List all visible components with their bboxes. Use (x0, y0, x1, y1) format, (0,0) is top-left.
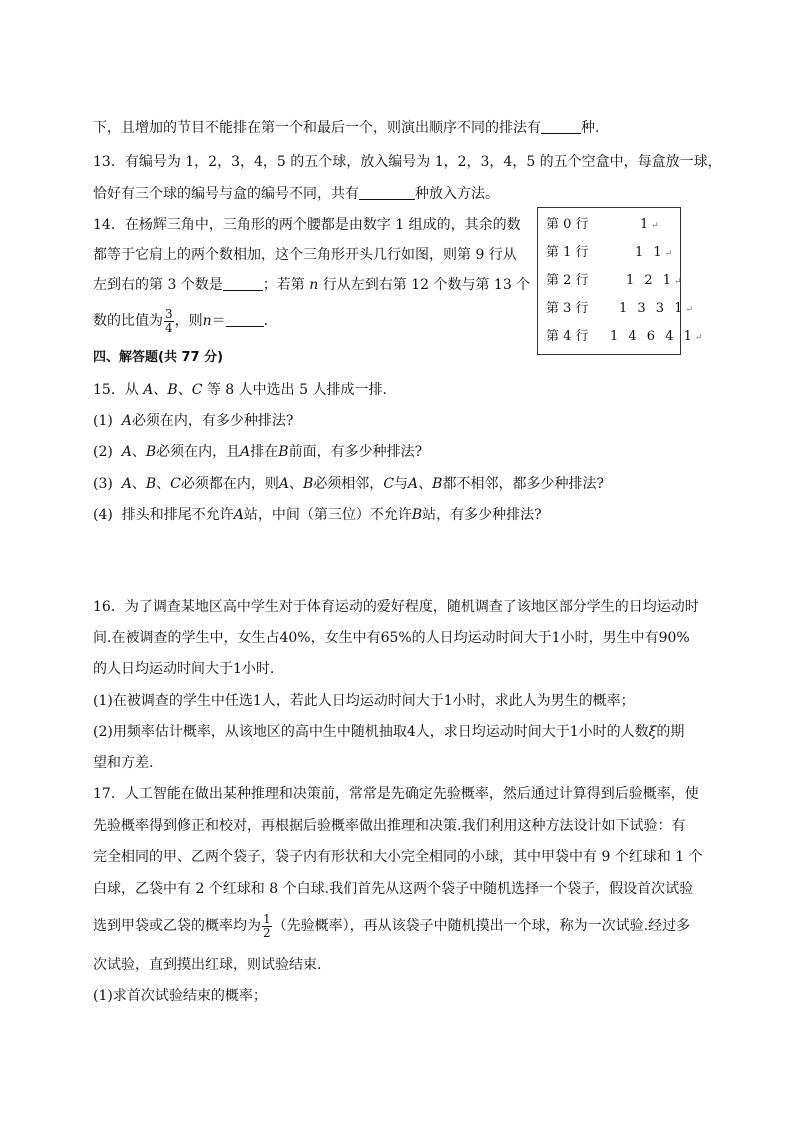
q14-var-n: n (309, 277, 319, 293)
q15-var-b: B (432, 476, 443, 492)
q15-part2 (93, 442, 422, 462)
q17-line5 (93, 911, 690, 941)
q17-text: （先验概率），再从该袋子中随机摸出一个球，称为一次试验.经过多 (272, 918, 691, 934)
q15-text: 15．从 (93, 382, 144, 398)
q13-line2 (93, 184, 499, 204)
pascal-triangle-figure (537, 207, 703, 355)
q15-var-a: A (408, 476, 419, 492)
q14-text-a: 左到右的第 3 个数是 (93, 277, 223, 293)
pascal-row (546, 215, 659, 235)
q15-part-text: 必须在内，有多少种排法? (131, 413, 294, 429)
q15-part-text: 排在 (250, 444, 279, 460)
q15-stem (93, 380, 396, 400)
q17-frac-den: 2 (263, 925, 271, 940)
q14-line4 (93, 306, 278, 336)
q14-line2: 都等于它肩上的两个数相加，这个三角形开头几行如图，则第 9 行从 (93, 247, 517, 263)
q15-sep: 、 (156, 476, 171, 492)
pascal-row (546, 327, 703, 347)
q17-line2: 先验概率得到修正和校对，再根据后验概率做出推理和决策.我们利用这种方法设计如下试验：有 (93, 818, 686, 834)
q15-var-a: A (121, 444, 132, 460)
q14-frac-den: 4 (165, 320, 173, 335)
q15-part-text: 站，中间（第三位）不允许 (243, 507, 412, 523)
q15-var-b: B (278, 444, 289, 460)
q14-fraction (164, 308, 174, 335)
pascal-row-label: 第 4 行 (546, 329, 589, 344)
return-mark-icon: ↵ (685, 305, 694, 315)
part-number: (3) (93, 476, 113, 492)
pascal-row-numbers (610, 327, 702, 348)
q14-text-c: 行从左到右第 12 个数与第 13 个 (318, 277, 531, 293)
q15-var-a: A (121, 476, 132, 492)
q15-part-text: 必须相邻， (313, 476, 384, 492)
q15-sep: 、 (131, 476, 146, 492)
q17-line1: 17．人工智能在做出某种推理和决策前，常常是先确定先验概率，然后通过计算得到后验概率，使 (93, 786, 699, 802)
q13-text-end: 种放入方法。 (415, 186, 499, 202)
q17-text: 选到甲袋或乙袋的概率均为 (93, 918, 261, 934)
q14-line1: 14．在杨辉三角中，三角形的两个腰都是由数字 1 组成的，其余的数 (93, 217, 521, 233)
q17-part1: (1)求首次试验结束的概率； (93, 988, 267, 1004)
q15-part3 (93, 474, 604, 494)
q15-var-b: B (167, 382, 178, 398)
q15-part-text: 必须在内，且 (156, 444, 241, 460)
q16-part-text: (2)用频率估计概率，从该地区的高中生中随机抽取4人，求日均运动时间大于1小时的人数 (93, 724, 649, 740)
q12-text: 下，且增加的节目不能排在第一个和最后一个，则演出顺序不同的排法有 (93, 120, 541, 136)
q15-sep: 、 (131, 444, 146, 460)
pascal-row-values: 1 1 (635, 245, 665, 260)
return-mark-icon: ↵ (694, 333, 703, 343)
q15-var-b: B (145, 476, 157, 492)
q17-fraction (262, 913, 272, 940)
q14-line3 (93, 275, 530, 295)
part-number: (1) (93, 413, 113, 429)
q13-line1: 13．有编号为 1，2，3，4，5 的五个球，放入编号为 1，2，3，4，5 的五个空盒中，每盒放一球， (93, 154, 722, 170)
q15-part-text: 前面，有多少种排法? (288, 444, 423, 460)
q14-text-f: ． (263, 313, 278, 329)
q15-part-text: 与 (394, 476, 409, 492)
q15-var-c: C (170, 476, 181, 492)
q14-eq: ＝ (211, 313, 226, 329)
q15-var-b: B (303, 476, 314, 492)
pascal-row (546, 271, 682, 291)
q15-part-text: 排头和排尾不允许 (121, 507, 234, 523)
q16-var-xi: ξ (648, 724, 657, 740)
q13-text: 恰好有三个球的编号与盒的编号不同，共有 (93, 186, 359, 202)
q16-line1: 16．为了调查某地区高中学生对于体育运动的爱好程度，随机调查了该地区部分学生的日均运动时 (93, 599, 699, 615)
q17-frac-num: 1 (263, 911, 271, 926)
return-mark-icon: ↵ (674, 277, 682, 287)
q16-line3: 的人日均运动时间大于1小时. (93, 661, 275, 677)
q15-part1 (93, 411, 293, 431)
section-heading: 四、解答题(共 77 分) (93, 350, 224, 365)
q16-part1: (1)在被调查的学生中任选1人，若此人日均运动时间大于1小时，求此人为男生的概率； (93, 693, 635, 709)
q12-answer-blank (541, 119, 581, 134)
q15-part4 (93, 505, 542, 525)
pascal-row (546, 243, 673, 263)
q15-var-a: A (143, 382, 154, 398)
q15-sep: 、 (153, 382, 168, 398)
pascal-row-numbers (635, 243, 672, 264)
pascal-row-numbers (619, 299, 693, 320)
pascal-row-label: 第 0 行 (546, 217, 589, 232)
q15-var-a: A (121, 413, 132, 429)
q17-line3: 完全相同的甲、乙两个袋子，袋子内有形状和大小完全相同的小球，其中甲袋中有 9 个红球和 1 个 (93, 849, 703, 865)
part-number: (2) (93, 444, 113, 460)
q15-part-text: 都不相邻，都多少种排法? (442, 476, 604, 492)
pascal-row (546, 299, 694, 319)
q14-var-n2: n (202, 313, 212, 329)
q15-var-b: B (411, 507, 423, 523)
q16-part2-line2: 望和方差. (93, 755, 154, 771)
q17-line6: 次试验，直到摸出红球，则试验结束. (93, 957, 322, 973)
pascal-row-values: 1 (640, 217, 652, 232)
pascal-row-values: 1 2 1 (626, 273, 675, 288)
q14-answer-blank-1 (223, 276, 263, 291)
pascal-row-numbers (626, 271, 682, 292)
q14-text-d: 数的比值为 (93, 313, 163, 329)
pascal-row-numbers (640, 215, 659, 236)
q14-text-b: ；若第 (262, 277, 310, 293)
q15-part-text: 站，有多少种排法? (422, 507, 542, 523)
q15-var-a: A (240, 444, 251, 460)
q17-line4: 白球，乙袋中有 2 个红球和 8 个白球.我们首先从这两个袋子中随机选择一个袋子，假设首次试验 (93, 881, 694, 897)
pascal-row-label: 第 3 行 (546, 301, 589, 316)
pascal-row-values: 1 4 6 4 1 (610, 329, 695, 344)
q15-text: 等 8 人中选出 5 人排成一排． (202, 382, 397, 398)
pascal-row-values: 1 3 3 1 (619, 301, 686, 316)
q14-frac-num: 3 (165, 306, 173, 321)
return-mark-icon: ↵ (664, 249, 673, 259)
q15-sep: 、 (177, 382, 192, 398)
q16-part2-line1 (93, 722, 684, 742)
q15-var-b: B (145, 444, 157, 460)
q15-sep: 、 (289, 476, 304, 492)
return-mark-icon: ↵ (651, 221, 659, 231)
q15-part-text: 必须都在内，则 (180, 476, 279, 492)
q15-sep: 、 (418, 476, 433, 492)
pascal-row-label: 第 1 行 (546, 245, 589, 260)
q16-line2: 间.在被调查的学生中，女生占40%，女生中有65%的人日均运动时间大于1小时，男生中有90% (93, 630, 690, 646)
q15-var-c: C (383, 476, 395, 492)
q15-var-c: C (191, 382, 203, 398)
q15-var-a: A (278, 476, 290, 492)
part-number: (4) (93, 507, 113, 523)
q14-answer-blank-2 (226, 312, 264, 327)
q12-tail-line (93, 118, 609, 138)
pascal-row-label: 第 2 行 (546, 273, 589, 288)
q15-var-a: A (233, 507, 244, 523)
q16-part-text: 的期 (656, 724, 685, 740)
q12-text-end: 种． (581, 120, 609, 136)
q14-text-e: ，则 (174, 313, 203, 329)
q13-answer-blank (359, 185, 415, 200)
